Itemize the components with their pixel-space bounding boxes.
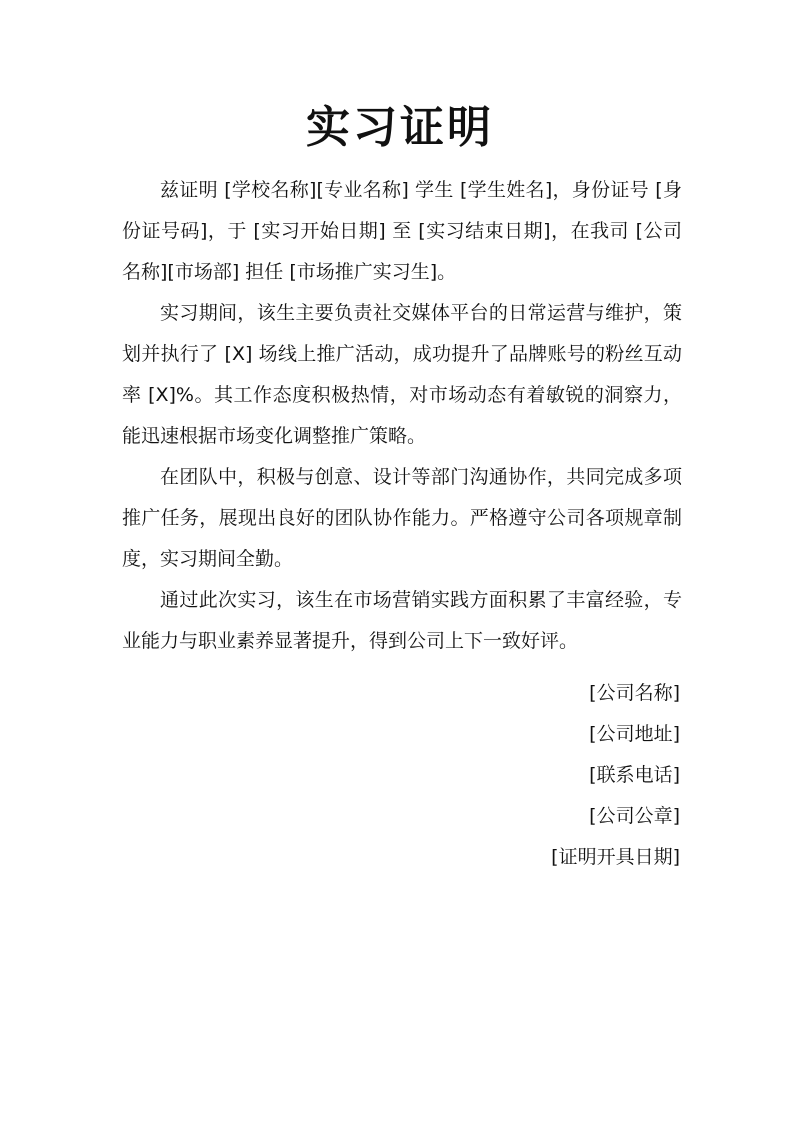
document-body xyxy=(122,170,682,662)
company-address: [公司地址] xyxy=(589,723,680,745)
paragraph-intro: 兹证明 [学校名称][专业名称] 学生 [学生姓名]，身份证号 [身份证号码]，于 [实习开始日期] 至 [实习结束日期]，在我司 [公司名称][市场部] 担任 [市场推广实习生]。 xyxy=(122,179,682,283)
company-name: [公司名称] xyxy=(589,682,680,704)
signature-block xyxy=(551,673,680,878)
document-title: 实习证明 xyxy=(306,102,494,153)
paragraph-duties: 实习期间，该生主要负责社交媒体平台的日常运营与维护，策划并执行了 [X] 场线上推广活动，成功提升了品牌账号的粉丝互动率 [X]%。其工作态度积极热情，对市场动态有着敏锐的洞察力，能迅速根据市场变化调整推广策略。 xyxy=(122,302,682,447)
company-seal: [公司公章] xyxy=(589,805,680,827)
issue-date: [证明开具日期] xyxy=(551,846,680,868)
paragraph-summary: 通过此次实习，该生在市场营销实践方面积累了丰富经验，专业能力与职业素养显著提升，得到公司上下一致好评。 xyxy=(122,589,682,652)
paragraph-teamwork: 在团队中，积极与创意、设计等部门沟通协作，共同完成多项推广任务，展现出良好的团队协作能力。严格遵守公司各项规章制度，实习期间全勤。 xyxy=(122,466,682,570)
contact-phone: [联系电话] xyxy=(589,764,680,786)
